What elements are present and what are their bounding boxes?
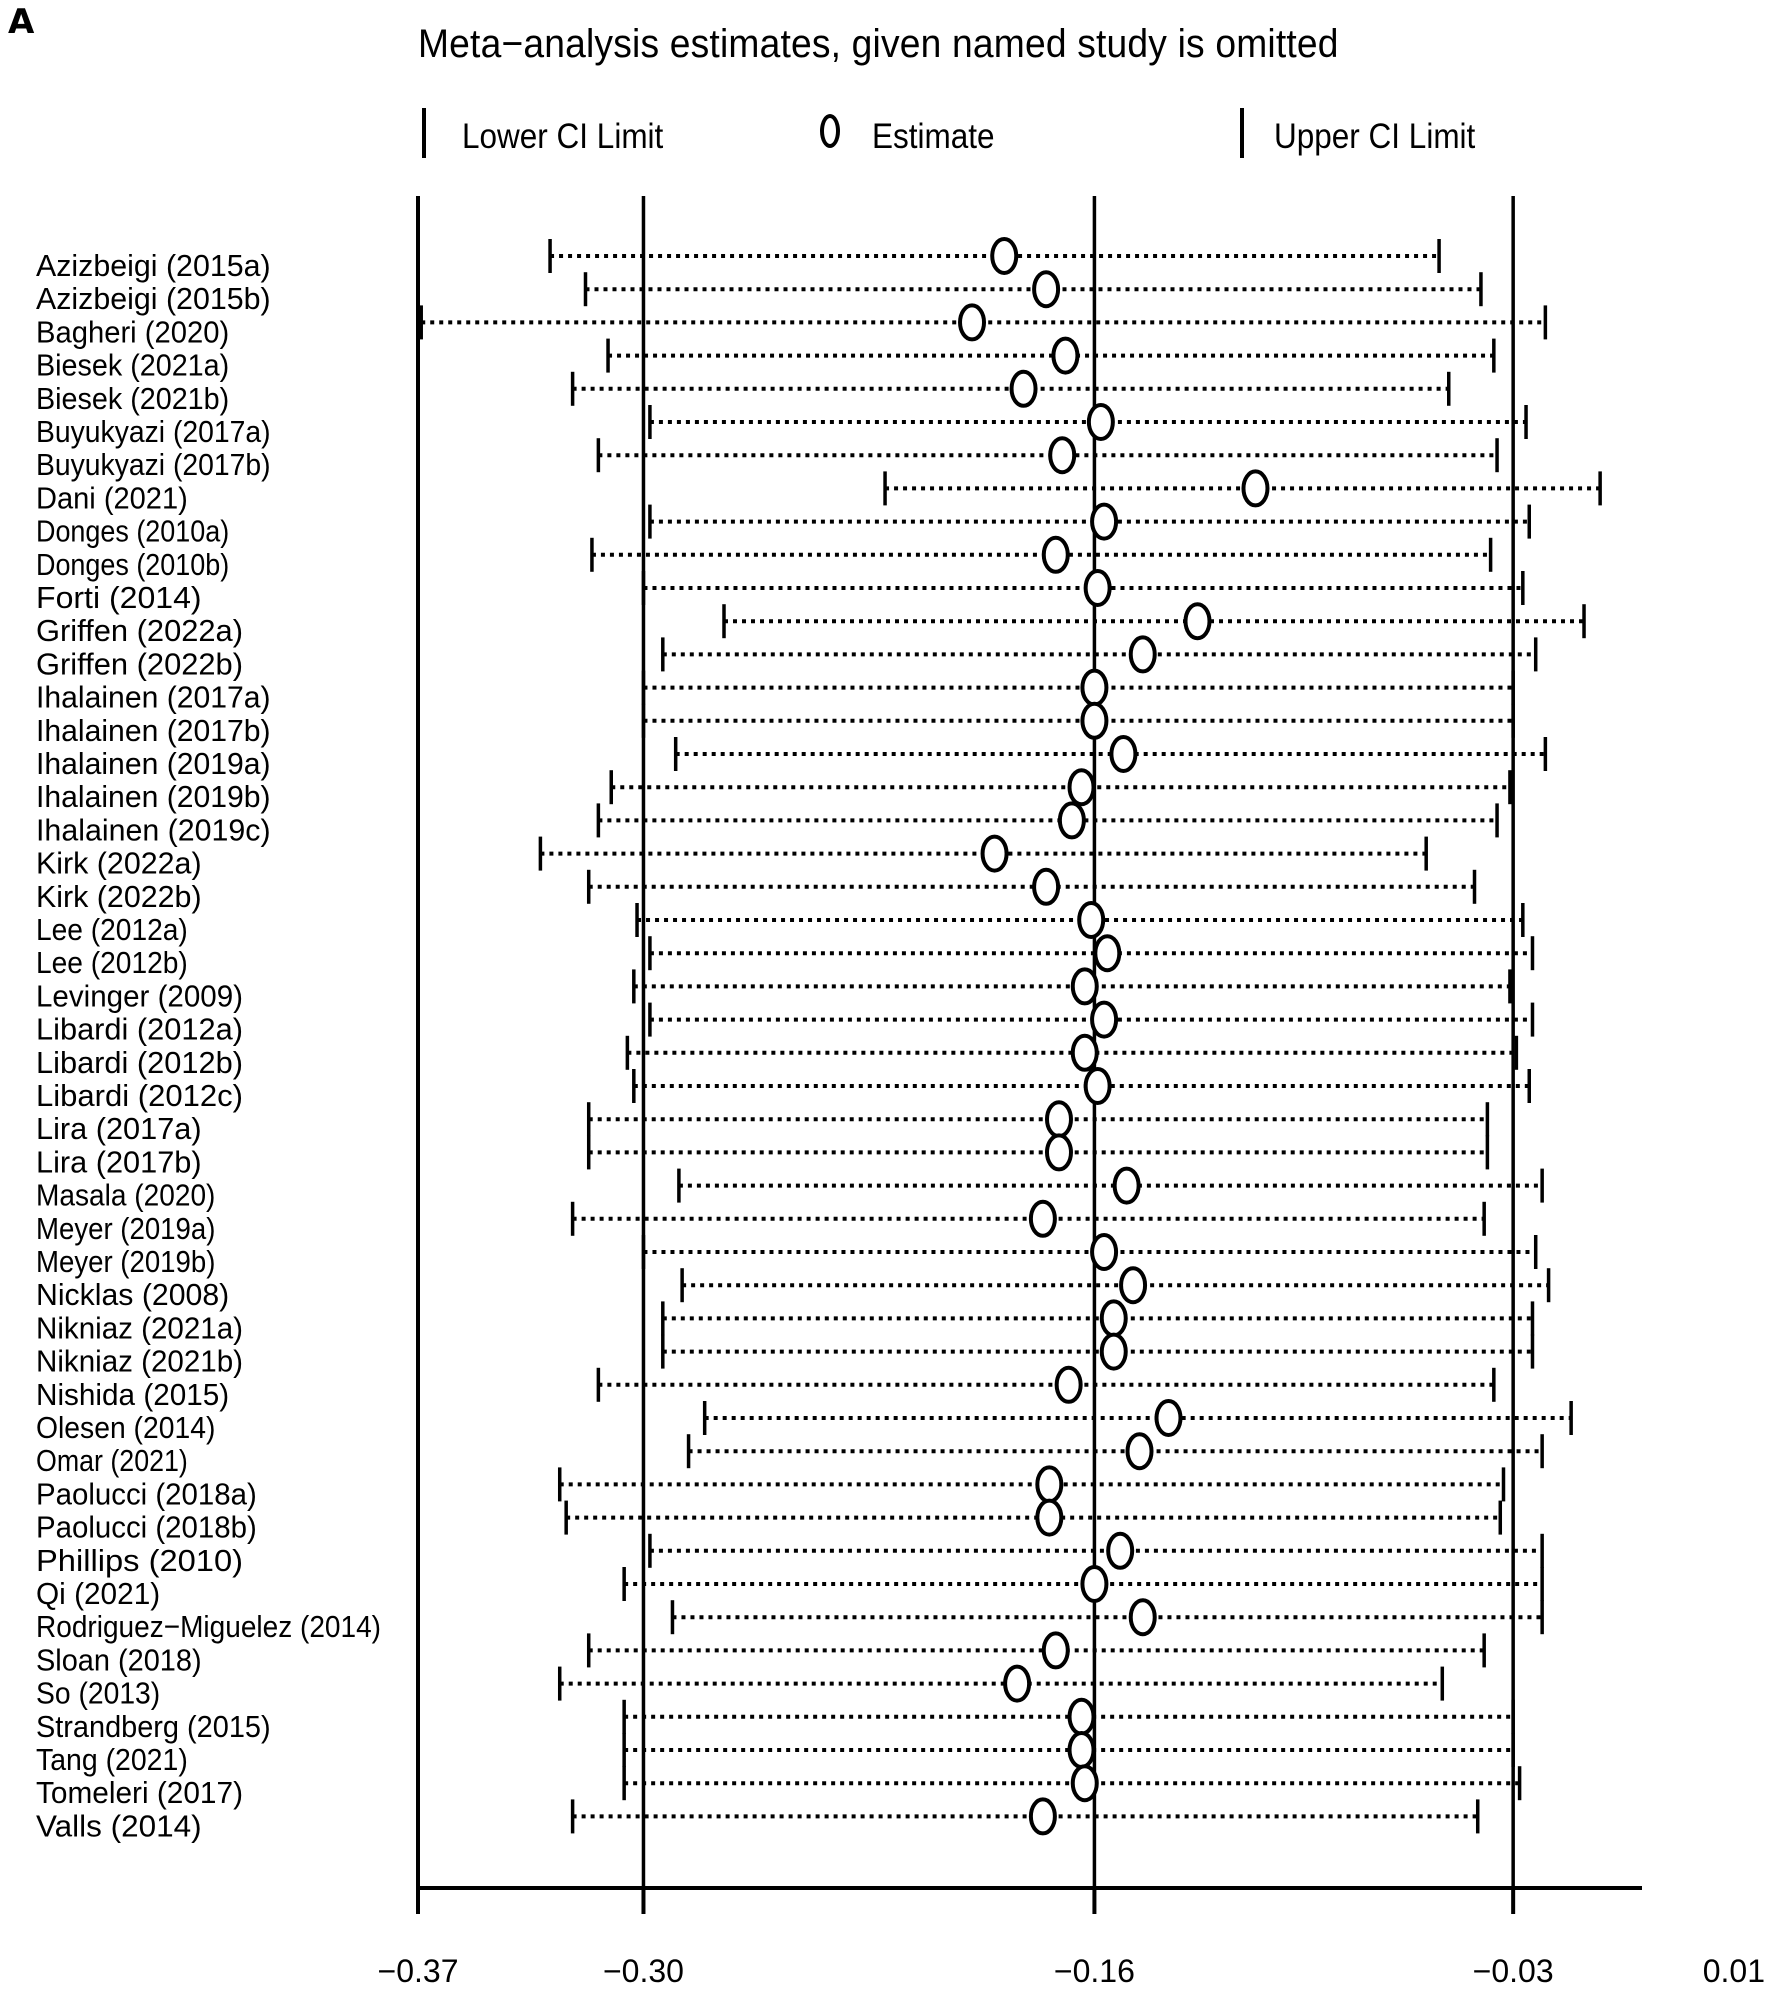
study-label: Lira (2017a) [36, 1111, 202, 1147]
study-label: Donges (2010b) [36, 546, 230, 582]
estimate-marker [1079, 903, 1103, 937]
estimate-marker [960, 305, 984, 339]
study-label: Sloan (2018) [36, 1642, 202, 1678]
study-label: Ihalainen (2019b) [36, 779, 271, 815]
estimate-marker [1050, 438, 1074, 472]
estimate-marker [1053, 339, 1077, 373]
legend-lower-label: Lower CI Limit [462, 117, 664, 156]
estimate-marker [1121, 1268, 1145, 1302]
estimate-marker [1057, 1368, 1081, 1402]
estimate-marker [1131, 637, 1155, 671]
estimate-marker [1102, 1301, 1126, 1335]
study-label: Ihalainen (2017b) [36, 712, 271, 748]
estimate-marker [1070, 770, 1094, 804]
study-label: Biesek (2021b) [36, 380, 230, 416]
estimate-marker [1060, 803, 1084, 837]
study-label: Meyer (2019b) [36, 1244, 216, 1279]
legend-upper-label: Upper CI Limit [1274, 117, 1476, 156]
estimate-marker [1044, 1633, 1068, 1667]
study-label: Omar (2021) [36, 1443, 188, 1479]
estimate-marker [1086, 1069, 1110, 1103]
study-label: Masala (2020) [36, 1177, 216, 1213]
study-label: Olesen (2014) [36, 1410, 216, 1445]
study-label: Azizbeigi (2015a) [36, 248, 271, 283]
x-tick-label: 0.01 [1702, 1953, 1765, 1989]
estimate-marker [983, 837, 1007, 871]
estimate-marker [1095, 936, 1119, 970]
study-label: Kirk (2022b) [36, 878, 202, 914]
estimate-marker [1073, 1036, 1097, 1070]
estimate-marker [1086, 571, 1110, 605]
estimate-marker [1073, 1766, 1097, 1800]
chart-title: Meta−analysis estimates, given named study is omitted [418, 22, 1339, 66]
study-label: Buyukyazi (2017b) [36, 447, 271, 483]
estimate-marker [1082, 671, 1106, 705]
study-label: Nikniaz (2021b) [36, 1343, 243, 1379]
study-label: Levinger (2009) [36, 978, 243, 1014]
study-label: Libardi (2012a) [36, 1011, 243, 1047]
study-label: Qi (2021) [36, 1576, 161, 1611]
estimate-marker [1044, 538, 1068, 572]
study-label: Buyukyazi (2017a) [36, 414, 271, 449]
study-label: Forti (2014) [36, 580, 202, 615]
estimate-marker [1115, 1169, 1139, 1203]
estimate-marker [1047, 1102, 1071, 1136]
estimate-marker [1037, 1501, 1061, 1535]
estimate-marker [1082, 704, 1106, 738]
study-label: Paolucci (2018a) [36, 1476, 257, 1512]
estimate-marker [1092, 505, 1116, 539]
study-label: Lee (2012b) [36, 945, 188, 981]
estimate-marker [1128, 1434, 1152, 1468]
study-label: Strandberg (2015) [36, 1708, 271, 1744]
study-label: Dani (2021) [36, 480, 188, 516]
estimate-marker [1243, 471, 1267, 505]
estimate-marker [1037, 1467, 1061, 1501]
study-label: Ihalainen (2019a) [36, 746, 271, 781]
study-label: Nikniaz (2021a) [36, 1310, 243, 1346]
study-label: Paolucci (2018b) [36, 1509, 257, 1545]
study-label: Bagheri (2020) [36, 314, 230, 350]
estimate-marker [1031, 1799, 1055, 1833]
estimate-marker [1012, 372, 1036, 406]
estimate-marker [1185, 604, 1209, 638]
estimate-marker [1082, 1567, 1106, 1601]
legend-estimate-label: Estimate [872, 117, 995, 156]
estimate-marker [1034, 272, 1058, 306]
estimate-marker [1111, 737, 1135, 771]
estimate-marker [1005, 1667, 1029, 1701]
estimate-marker [1031, 1202, 1055, 1236]
study-label: Azizbeigi (2015b) [36, 281, 271, 317]
study-label: Griffen (2022b) [36, 646, 243, 682]
study-label: Rodriguez−Miguelez (2014) [36, 1609, 381, 1645]
estimate-marker [1102, 1335, 1126, 1369]
study-label: Biesek (2021a) [36, 347, 230, 383]
study-label: Meyer (2019a) [36, 1210, 216, 1246]
estimate-marker [1070, 1700, 1094, 1734]
study-label: Phillips (2010) [36, 1542, 243, 1578]
x-tick-label: −0.30 [602, 1953, 684, 1989]
study-label: Kirk (2022a) [36, 845, 202, 881]
estimate-marker [1073, 969, 1097, 1003]
study-label: So (2013) [36, 1675, 161, 1711]
study-label: Lira (2017b) [36, 1144, 202, 1180]
study-label: Griffen (2022a) [36, 613, 243, 649]
estimate-marker [1092, 1003, 1116, 1037]
estimate-marker [1131, 1600, 1155, 1634]
estimate-marker [1047, 1135, 1071, 1169]
study-label: Lee (2012a) [36, 912, 188, 947]
estimate-marker [1089, 405, 1113, 439]
x-tick-label: −0.16 [1053, 1953, 1135, 1989]
estimate-marker [1157, 1401, 1181, 1435]
study-label: Ihalainen (2017a) [36, 679, 271, 715]
estimate-marker [992, 239, 1016, 273]
study-label: Donges (2010a) [36, 513, 230, 549]
study-label: Nicklas (2008) [36, 1277, 230, 1313]
estimate-marker [1092, 1235, 1116, 1269]
study-label: Nishida (2015) [36, 1376, 230, 1412]
panel-label: A [8, 2, 35, 42]
estimate-marker [1070, 1733, 1094, 1767]
study-label: Valls (2014) [36, 1808, 202, 1844]
study-label: Tang (2021) [36, 1742, 188, 1777]
study-label: Libardi (2012b) [36, 1044, 243, 1080]
x-tick-label: −0.03 [1472, 1953, 1554, 1989]
study-label: Ihalainen (2019c) [36, 812, 271, 848]
x-tick-label: −0.37 [377, 1953, 459, 1989]
estimate-marker [1034, 870, 1058, 904]
study-label: Tomeleri (2017) [36, 1775, 243, 1811]
estimate-marker [1108, 1534, 1132, 1568]
study-label: Libardi (2012c) [36, 1078, 244, 1113]
